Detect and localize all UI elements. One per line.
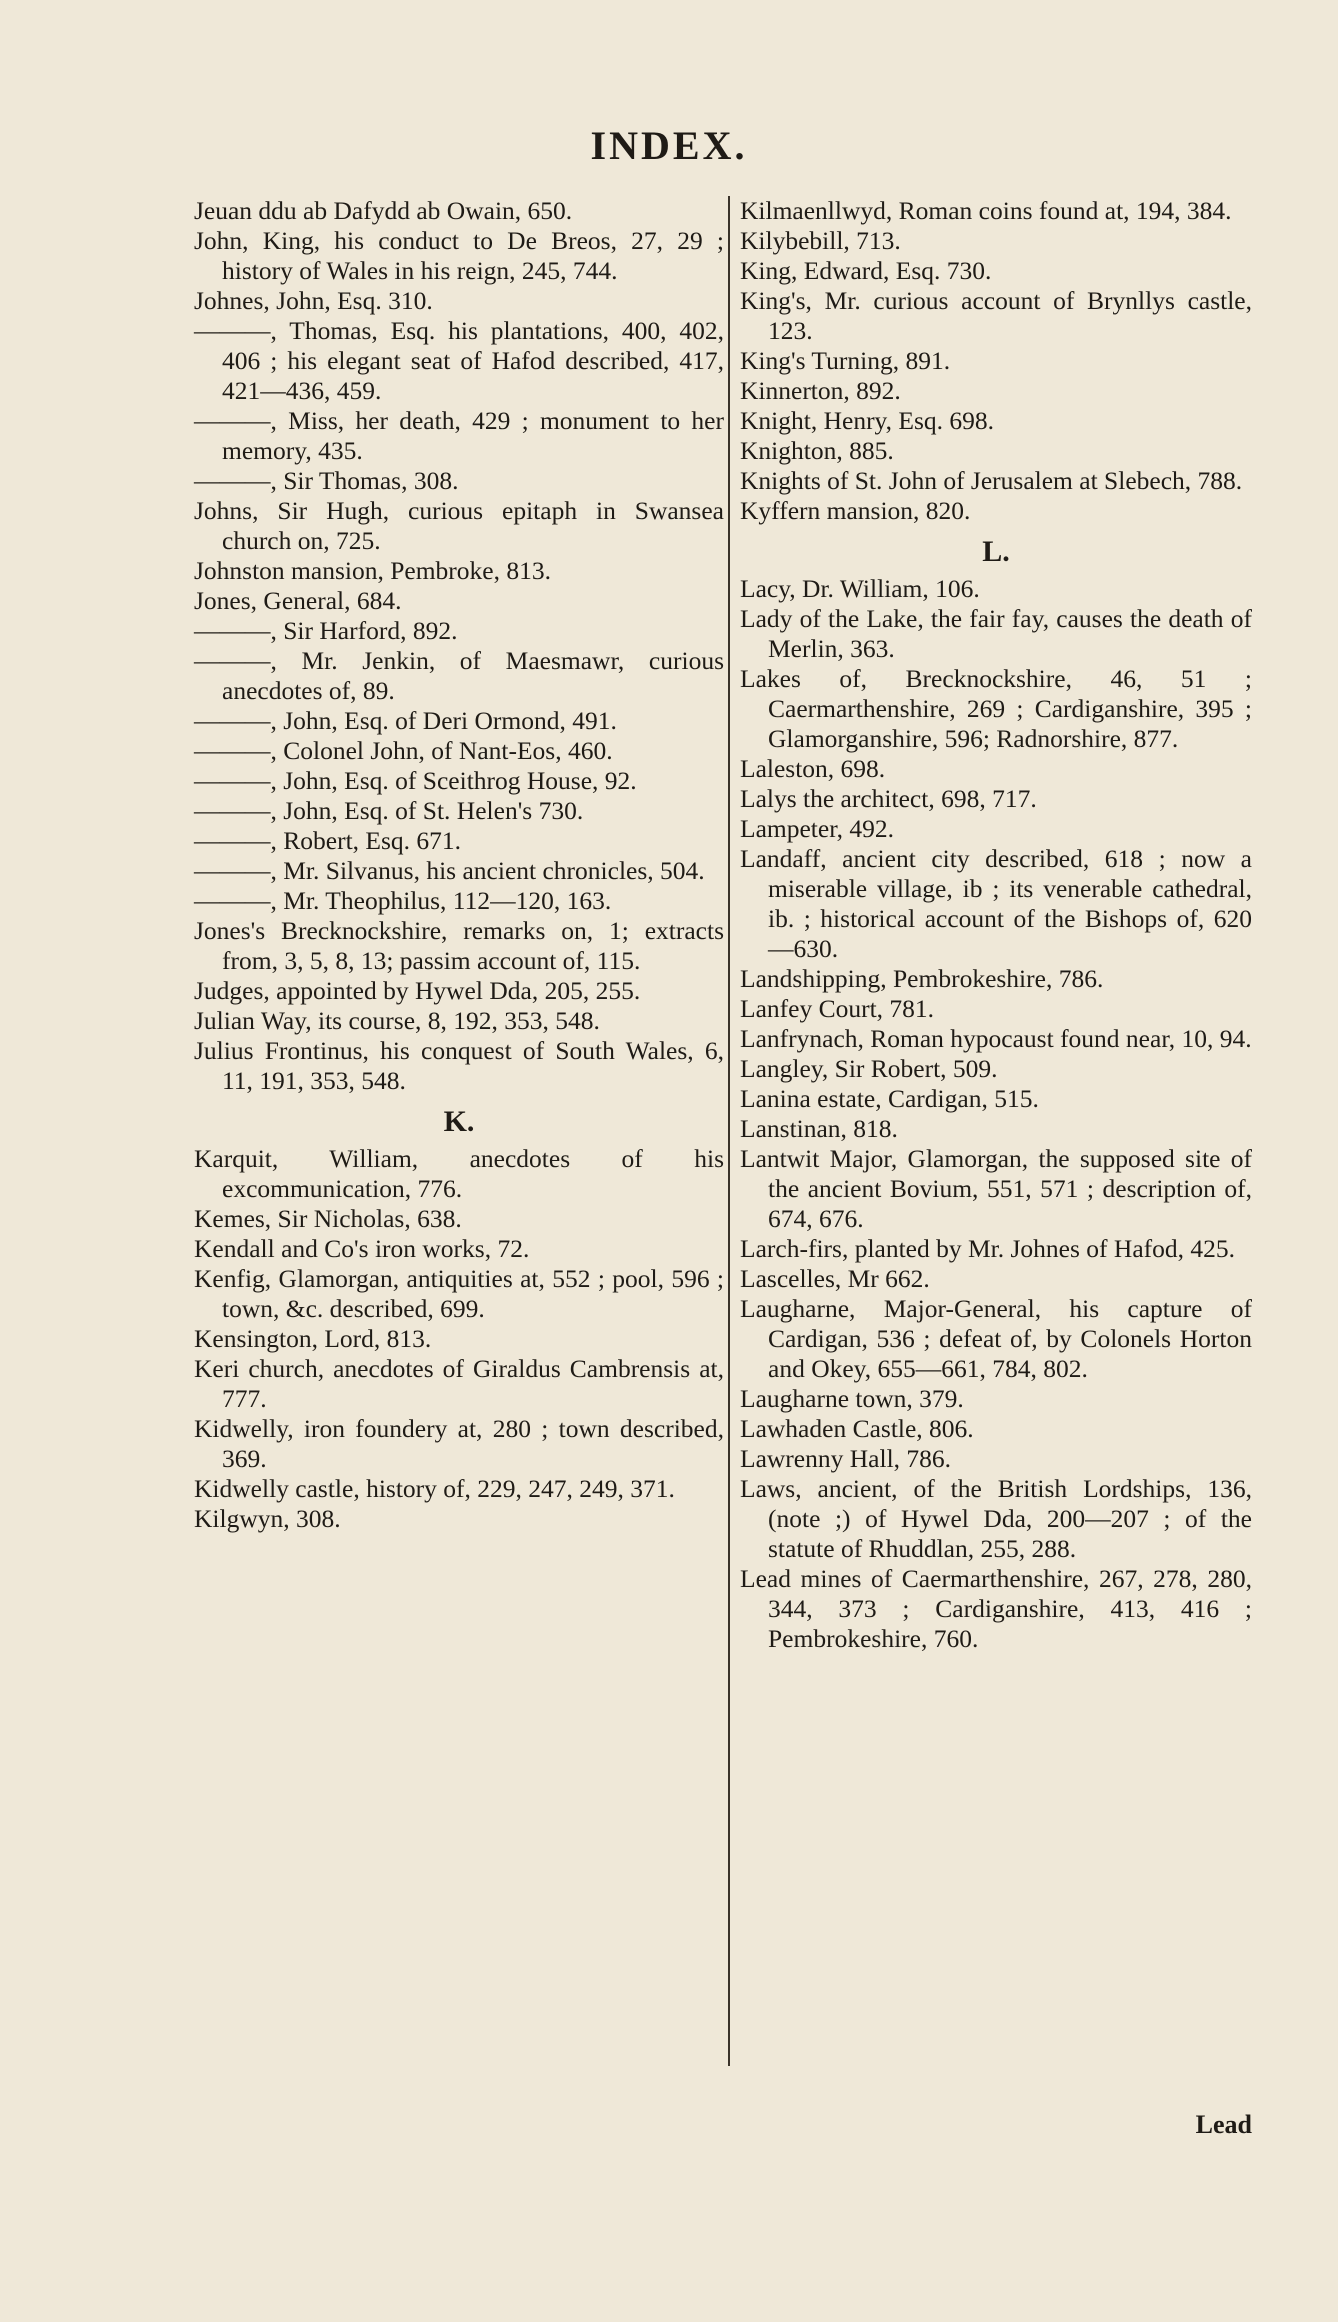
index-entry: ———, Colonel John, of Nant-Eos, 460. bbox=[194, 736, 613, 765]
column-divider bbox=[728, 196, 730, 2066]
index-entry: Landshipping, Pembrokeshire, 786. bbox=[740, 964, 1104, 993]
index-entry: ———, Miss, her death, 429 ; monument to her memory, 435. bbox=[194, 406, 724, 465]
index-entry: Kyffern mansion, 820. bbox=[740, 496, 971, 525]
index-entry: Lantwit Major, Glamorgan, the supposed site of the ancient Bovium, 551, 571 ; description of, 674, 676. bbox=[740, 1144, 1252, 1233]
page-title: INDEX. bbox=[590, 123, 748, 168]
index-entry: Lacy, Dr. William, 106. bbox=[740, 574, 980, 603]
index-entry: Lascelles, Mr 662. bbox=[740, 1264, 930, 1293]
index-entry: King, Edward, Esq. 730. bbox=[740, 256, 992, 285]
index-column-right bbox=[740, 196, 1252, 1654]
index-entry: Lanfey Court, 781. bbox=[740, 994, 935, 1023]
index-entry: Laws, ancient, of the British Lordships, 136, (note ;) of Hywel Dda, 200—207 ; of the statute of Rhuddlan, 255, 288. bbox=[740, 1474, 1252, 1563]
index-entry: ———, John, Esq. of Sceithrog House, 92. bbox=[194, 766, 637, 795]
index-entry: Lady of the Lake, the fair fay, causes the death of Merlin, 363. bbox=[740, 604, 1252, 663]
index-entry: ———, Mr. Jenkin, of Maesmawr, curious anecdotes of, 89. bbox=[194, 646, 724, 705]
index-entry: Knighton, 885. bbox=[740, 436, 894, 465]
index-entry: Johnes, John, Esq. 310. bbox=[194, 286, 433, 315]
index-entry: Langley, Sir Robert, 509. bbox=[740, 1054, 998, 1083]
section-letter-k: K. bbox=[443, 1105, 475, 1138]
index-entry: John, King, his conduct to De Breos, 27, 29 ; history of Wales in his reign, 245, 744. bbox=[194, 226, 724, 285]
index-entry: ———, Robert, Esq. 671. bbox=[194, 826, 462, 855]
index-entry: Kinnerton, 892. bbox=[740, 376, 901, 405]
index-entry: Jones's Brecknockshire, remarks on, 1; extracts from, 3, 5, 8, 13; passim account of, 115. bbox=[194, 916, 724, 975]
index-entry: Laugharne town, 379. bbox=[740, 1384, 964, 1413]
index-entry: King's, Mr. curious account of Brynllys castle, 123. bbox=[740, 286, 1252, 345]
index-entry: Kilmaenllwyd, Roman coins found at, 194, 384. bbox=[740, 196, 1232, 225]
index-entry: Kenfig, Glamorgan, antiquities at, 552 ; pool, 596 ; town, &c. described, 699. bbox=[194, 1264, 724, 1323]
index-entry: Knight, Henry, Esq. 698. bbox=[740, 406, 995, 435]
index-entry: Lanstinan, 818. bbox=[740, 1114, 898, 1143]
index-entry: King's Turning, 891. bbox=[740, 346, 951, 375]
index-entry: Julian Way, its course, 8, 192, 353, 548. bbox=[194, 1006, 600, 1035]
index-entry: Lead mines of Caermarthenshire, 267, 278, 280, 344, 373 ; Cardiganshire, 413, 416 ; Pembrokeshire, 760. bbox=[740, 1564, 1252, 1653]
index-entry: ———, Mr. Silvanus, his ancient chronicles, 504. bbox=[194, 856, 705, 885]
index-entry: Lawhaden Castle, 806. bbox=[740, 1414, 974, 1443]
index-entry: Knights of St. John of Jerusalem at Slebech, 788. bbox=[740, 466, 1243, 495]
index-column-left bbox=[194, 196, 724, 1534]
index-entry: Landaff, ancient city described, 618 ; now a miserable village, ib ; its venerable cathedral, ib. ; historical account of the Bishops of, 620—630. bbox=[740, 844, 1252, 963]
index-entry: Lampeter, 492. bbox=[740, 814, 895, 843]
index-entry: Johnston mansion, Pembroke, 813. bbox=[194, 556, 551, 585]
index-entry: Kilgwyn, 308. bbox=[194, 1504, 341, 1533]
index-entry: Lanfrynach, Roman hypocaust found near, 10, 94. bbox=[740, 1024, 1252, 1053]
index-entry: ———, John, Esq. of St. Helen's 730. bbox=[194, 796, 584, 825]
index-entry: Lanina estate, Cardigan, 515. bbox=[740, 1084, 1039, 1113]
index-entry: Julius Frontinus, his conquest of South Wales, 6, 11, 191, 353, 548. bbox=[194, 1036, 724, 1095]
index-entry: Larch-firs, planted by Mr. Johnes of Hafod, 425. bbox=[740, 1234, 1236, 1263]
index-entry: Lakes of, Brecknockshire, 46, 51 ; Caermarthenshire, 269 ; Cardiganshire, 395 ; Glamorganshire, 596; Radnorshire, 877. bbox=[740, 664, 1252, 753]
index-entry: Jones, General, 684. bbox=[194, 586, 402, 615]
index-entry: Kidwelly castle, history of, 229, 247, 249, 371. bbox=[194, 1474, 675, 1503]
index-entry: Judges, appointed by Hywel Dda, 205, 255. bbox=[194, 976, 641, 1005]
index-entry: ———, Sir Thomas, 308. bbox=[194, 466, 459, 495]
section-letter-l: L. bbox=[982, 535, 1010, 568]
index-entry: Kilybebill, 713. bbox=[740, 226, 901, 255]
index-entry: Laugharne, Major-General, his capture of Cardigan, 536 ; defeat of, by Colonels Horton and Okey, 655—661, 784, 802. bbox=[740, 1294, 1252, 1383]
index-entry: ———, Thomas, Esq. his plantations, 400, 402, 406 ; his elegant seat of Hafod described, 417, 421—436, 459. bbox=[194, 316, 724, 405]
index-entry: Jeuan ddu ab Dafydd ab Owain, 650. bbox=[194, 196, 573, 225]
index-entry: Kemes, Sir Nicholas, 638. bbox=[194, 1204, 462, 1233]
index-entry: Keri church, anecdotes of Giraldus Cambrensis at, 777. bbox=[194, 1354, 724, 1413]
index-entry: Johns, Sir Hugh, curious epitaph in Swansea church on, 725. bbox=[194, 496, 724, 555]
index-entry: Kendall and Co's iron works, 72. bbox=[194, 1234, 530, 1263]
catchword: Lead bbox=[1195, 2110, 1252, 2139]
index-entry: Karquit, William, anecdotes of his excommunication, 776. bbox=[194, 1144, 724, 1203]
index-entry: Kidwelly, iron foundery at, 280 ; town described, 369. bbox=[194, 1414, 724, 1473]
index-entry: Kensington, Lord, 813. bbox=[194, 1324, 432, 1353]
index-entry: ———, John, Esq. of Deri Ormond, 491. bbox=[194, 706, 617, 735]
index-entry: Laleston, 698. bbox=[740, 754, 886, 783]
index-entry: ———, Sir Harford, 892. bbox=[194, 616, 458, 645]
index-entry: Lawrenny Hall, 786. bbox=[740, 1444, 952, 1473]
index-entry: ———, Mr. Theophilus, 112—120, 163. bbox=[194, 886, 612, 915]
index-entry: Lalys the architect, 698, 717. bbox=[740, 784, 1037, 813]
